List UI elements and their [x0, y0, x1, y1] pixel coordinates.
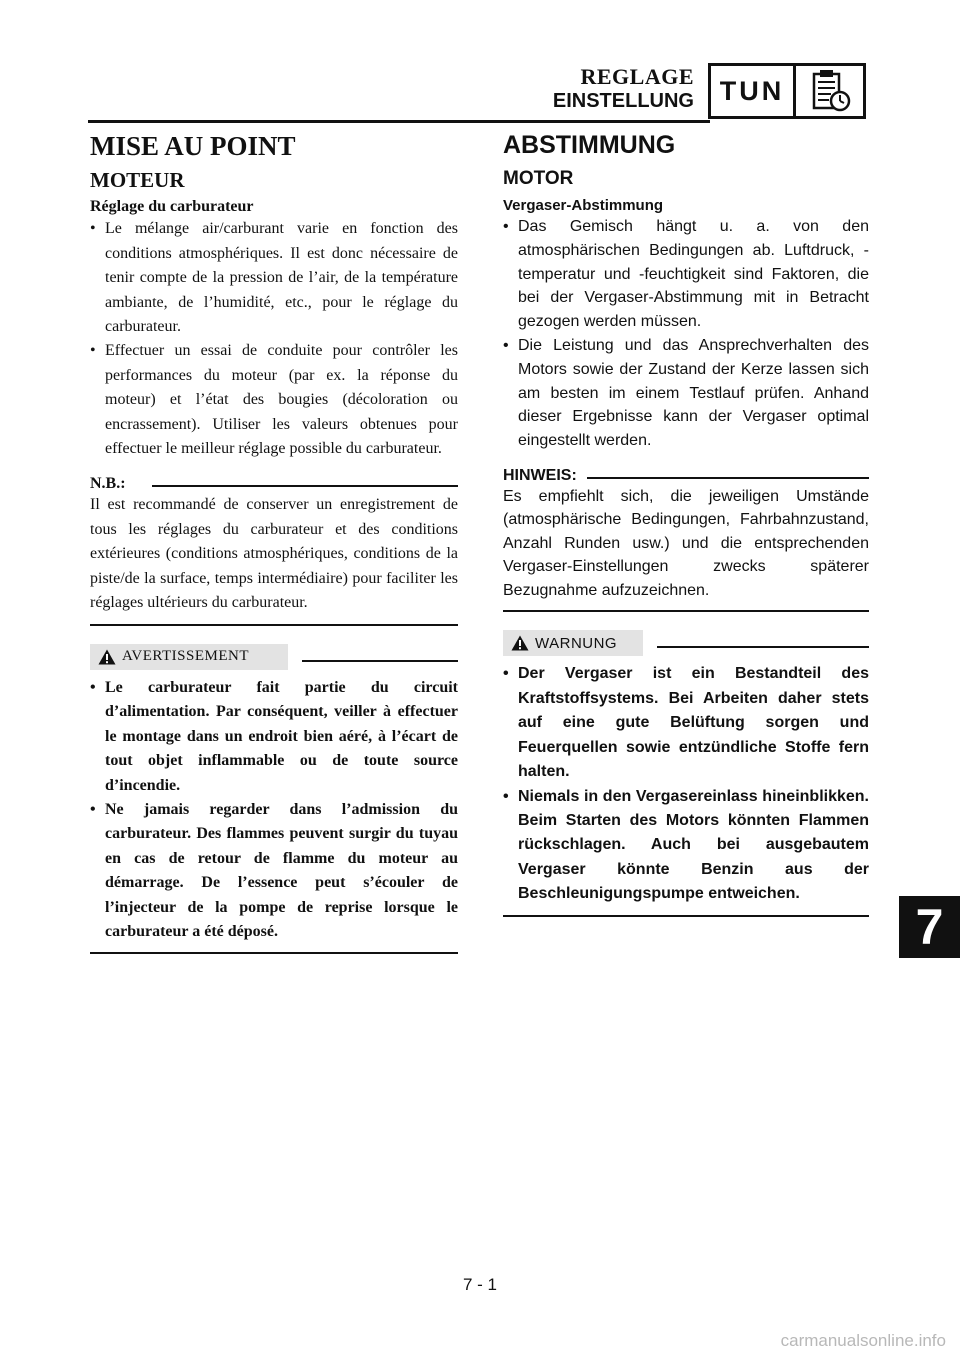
note-label: N.B.:: [90, 475, 126, 493]
divider: [152, 485, 458, 487]
watermark: carmanualsonline.info: [780, 1331, 946, 1350]
divider: [302, 660, 458, 662]
note-text: Il est recommandé de conserver un enregistrement de tous les réglages du carburateur et des conditions extérieures (conditions atmosphériques, conditions de la piste/de la surface, temps intermédiaire) pour faciliter les réglages ultérieurs du carburateur.: [90, 496, 458, 612]
page-title: MISE AU POINT: [90, 131, 296, 161]
page-number: 7 - 1: [462, 1275, 498, 1294]
warning-triangle-icon: [98, 649, 116, 665]
warning-label: WARNUNG: [535, 634, 618, 652]
chapter-tab: 7: [899, 896, 960, 958]
warning-list: [503, 662, 869, 906]
list-item: • Le mélange air/carburant varie en fonction des conditions atmosphériques. Il est donc nécessaire de tenir compte de la pression de l’air, de la température ambiante, de l’humidité, etc., pour le réglage du carburateur.: [90, 217, 458, 339]
header-title-fr: REGLAGE: [580, 64, 694, 89]
subsection-heading: Vergaser-Abstimmung: [503, 197, 664, 214]
clipboard-stopwatch-icon: [796, 66, 863, 116]
list-item: • Die Leistung und das Ansprechverhalten des Motors sowie der Zustand der Kerze lassen sich am besten im einem Testlauf prüfen. Anhand dieser Ergebnisse kann der Vergaser optimal eingestellt werden.: [503, 334, 869, 453]
list-item: • Niemals in den Vergasereinlass hineinblikken. Beim Starten des Motors könnten Flammen rückschlagen. Auch bei ausgebautem Vergaser könnte Benzin aus der Beschleunigungspumpe entweichen.: [503, 785, 869, 907]
warning-header: [90, 644, 458, 670]
list-item: • Effectuer un essai de conduite pour contrôler les performances du moteur (par ex. la réponse du moteur) et l’état des bougies (décoloration ou encrassement). Utiliser les valeurs obtenues pour effectuer le meilleur réglage possible du carburateur.: [90, 339, 458, 461]
header-rule: [88, 120, 710, 123]
warning-header: [503, 630, 869, 656]
list-item: • Der Vergaser ist ein Bestandteil des Kraftstoffsystems. Bei Arbeiten daher stets auf eine gute Belüftung sorgen und Feuerquellen sowie entzündliche Stoffe fern halten.: [503, 662, 869, 784]
note-header: [503, 467, 869, 485]
header-title-de: EINSTELLUNG: [552, 90, 694, 112]
page-title: ABSTIMMUNG: [503, 131, 676, 159]
divider: [657, 646, 869, 648]
list-item: • Ne jamais regarder dans l’admission du carburateur. Des flammes peuvent surgir du tuyau en cas de retour de flamme du moteur au démarrage. De l’essence peut s’écouler de l’injecteur de la pompe de reprise lorsque le carburateur a été déposé.: [90, 798, 458, 944]
note-header: [90, 475, 458, 493]
instruction-list: [90, 217, 458, 461]
note-label: HINWEIS:: [503, 466, 577, 484]
divider: [503, 610, 869, 612]
warning-list: [90, 676, 458, 944]
instruction-list: [503, 215, 869, 453]
warning-label: AVERTISSEMENT: [122, 648, 249, 665]
section-code: TUN: [711, 66, 796, 116]
column-german: [503, 128, 869, 917]
subsection-heading: Réglage du carburateur: [90, 198, 254, 216]
warning-triangle-icon: [511, 635, 529, 651]
divider: [587, 477, 869, 479]
divider: [90, 624, 458, 626]
section-badge: [708, 63, 866, 119]
section-heading: MOTEUR: [90, 168, 185, 193]
warning-badge: [503, 630, 643, 656]
warning-badge: [90, 644, 288, 670]
list-item: • Le carburateur fait partie du circuit d’alimentation. Par conséquent, veiller à effectuer le montage dans un endroit bien aéré, à l’écart de tout objet inflammable ou de toute source d’incendie.: [90, 676, 458, 798]
section-heading: MOTOR: [503, 168, 574, 189]
note-text: Es empfiehlt sich, die jeweiligen Umstände (atmosphärische Bedingungen, Fahrbahnzustand, Anzahl Runden usw.) und die entsprechenden Vergaser-Einstellungen zwecks späterer Bezugnahme aufzuzeichnen.: [503, 487, 869, 599]
list-item: • Das Gemisch hängt u. a. von den atmosphärischen Bedingungen ab. Luftdruck, -temperatur und -feuchtigkeit sind Faktoren, die bei der Vergaser-Abstimmung mit in Betracht gezogen werden müssen.: [503, 215, 869, 334]
divider: [90, 952, 458, 954]
column-french: [90, 128, 458, 954]
divider: [503, 915, 869, 917]
